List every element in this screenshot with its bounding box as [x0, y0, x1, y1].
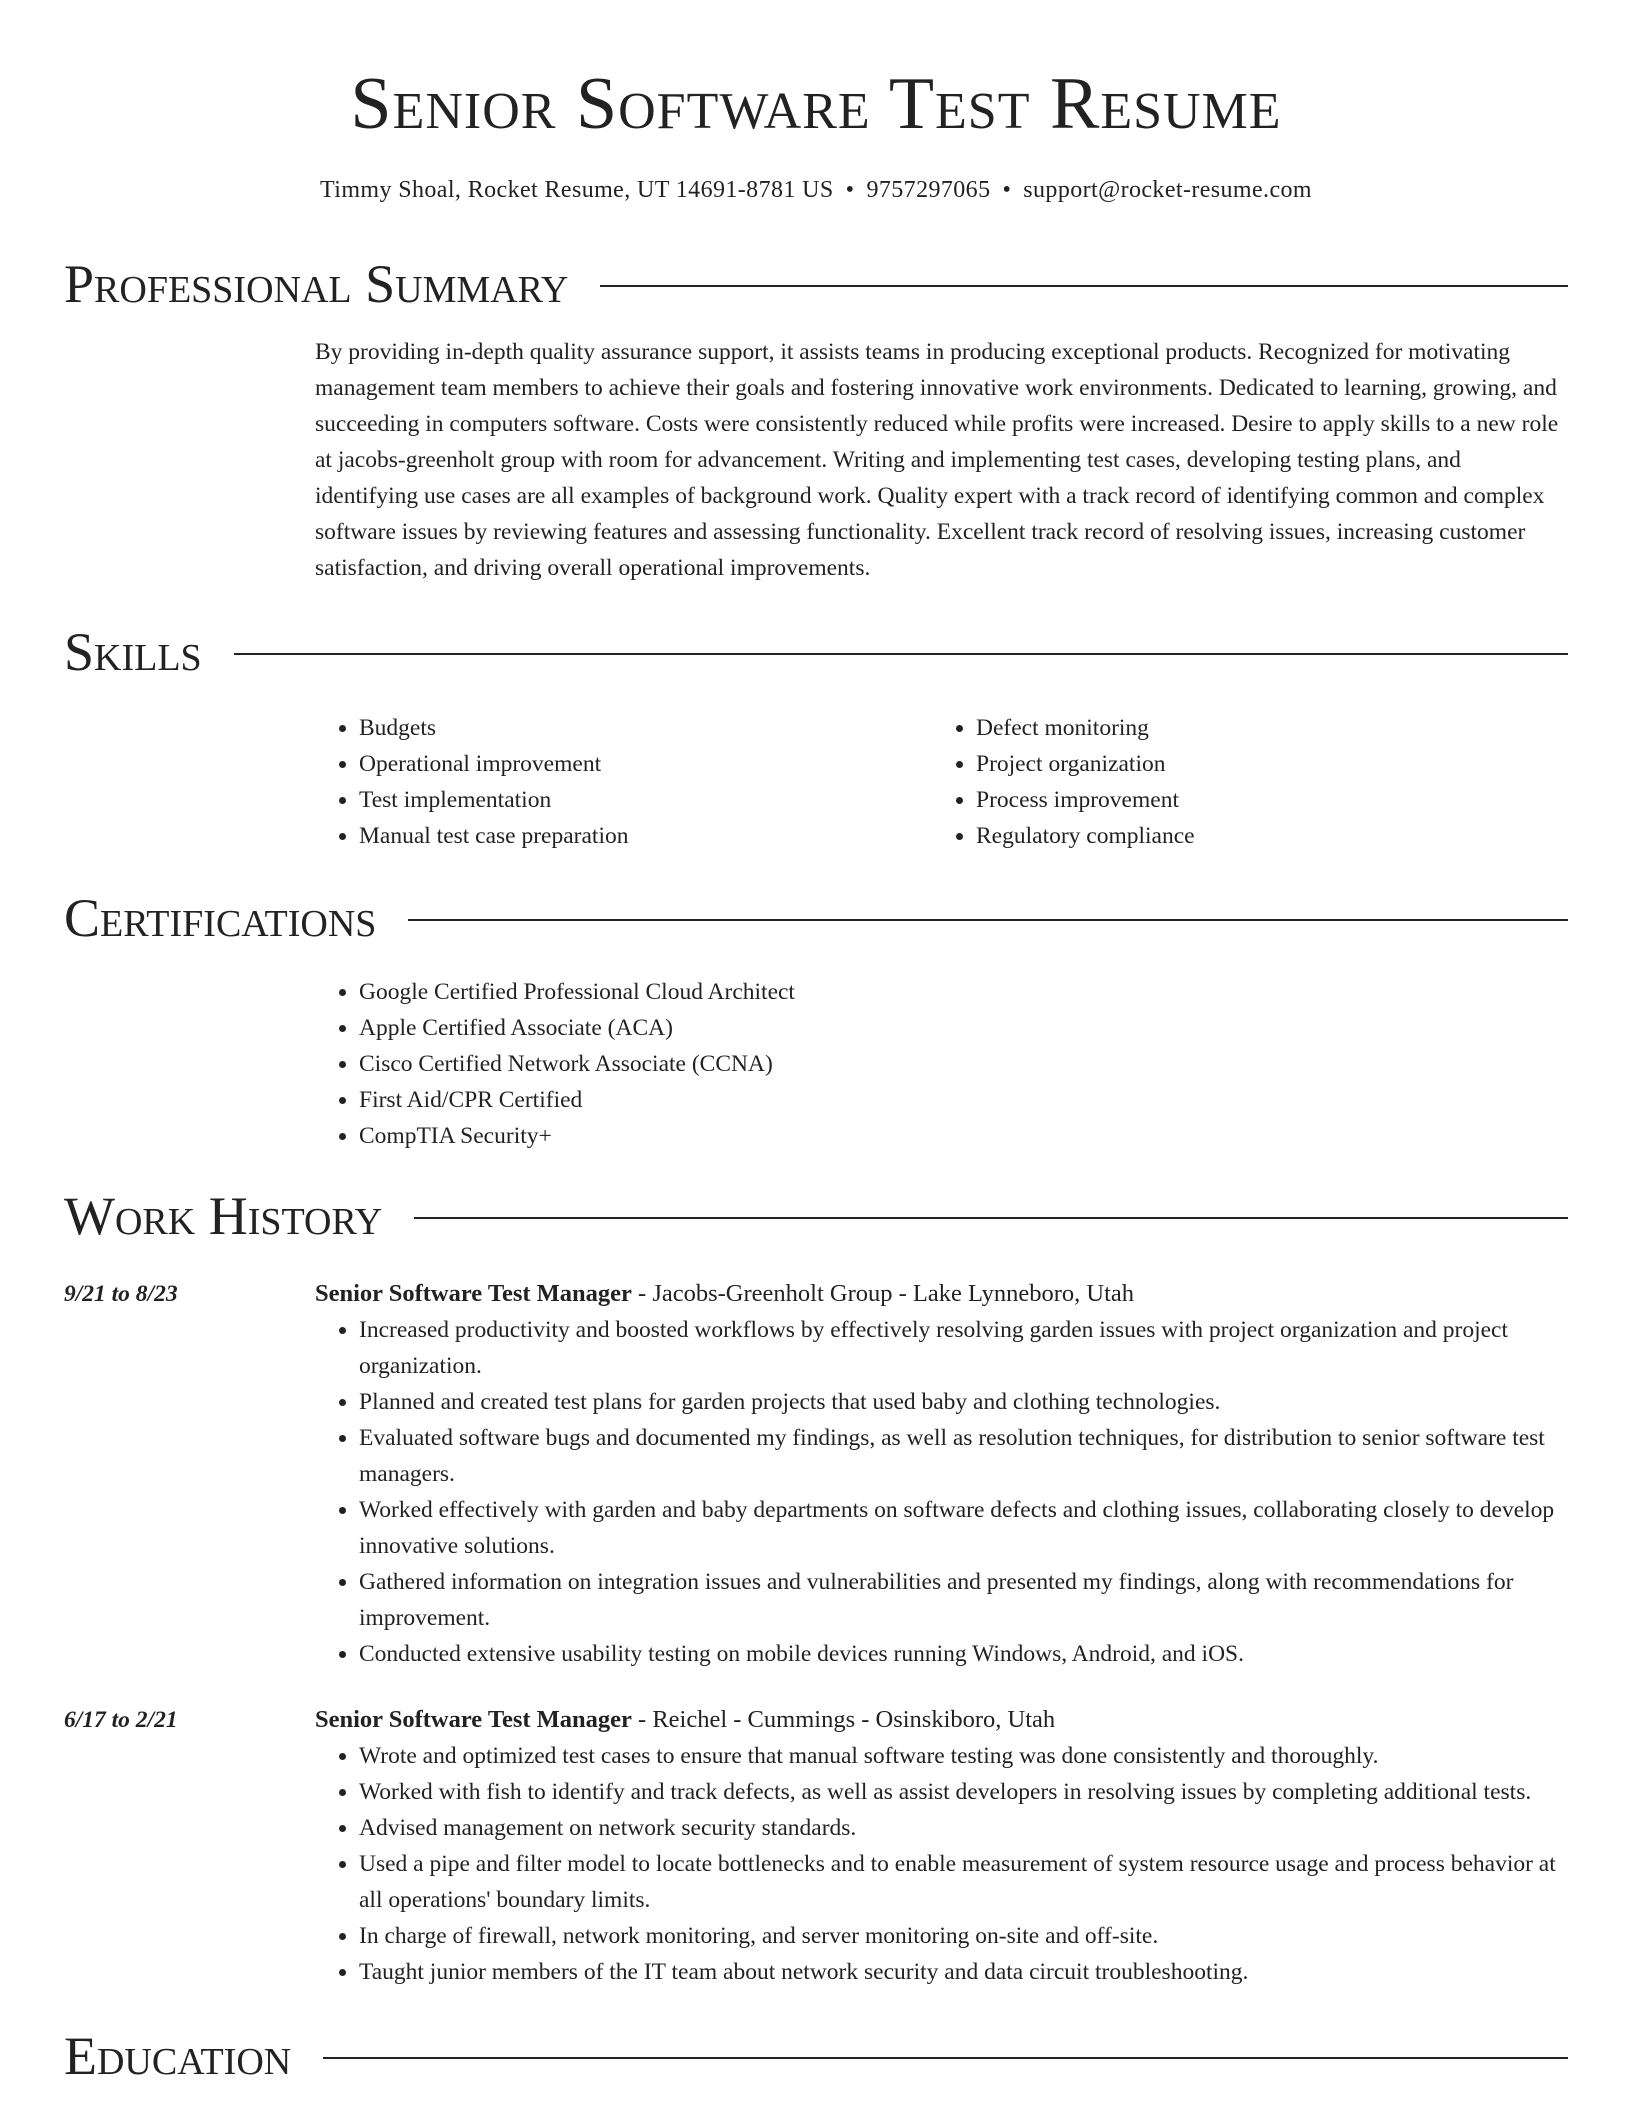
- job-bullet: • Evaluated software bugs and documented my findings, as well as resolution techniques, for distribution to senior software test managers.: [359, 1420, 1568, 1492]
- job-bullet: • Taught junior members of the IT team about network security and data circuit troubleshooting.: [359, 1954, 1568, 1990]
- job-bullet: • Worked with fish to identify and track defects, as well as assist developers in resolving issues by completing additional tests.: [359, 1774, 1568, 1810]
- job-bullet: • Increased productivity and boosted workflows by effectively resolving garden issues with project organization and project organization.: [359, 1312, 1568, 1384]
- certification-item: • Google Certified Professional Cloud Architect: [359, 974, 1568, 1010]
- skills-list-right: [932, 710, 1549, 854]
- contact-address: Timmy Shoal, Rocket Resume, UT 14691-8781 US: [320, 177, 834, 203]
- job-employer-location: - Reichel - Cummings - Osinskiboro, Utah: [631, 1706, 1056, 1733]
- summary-text: By providing in-depth quality assurance support, it assists teams in producing exceptional products. Recognized for motivating management team members to achieve their goals and fostering innovative work environments. Dedicated to learning, growing, and succeeding in computers software. Costs were consistently reduced while profits were increased. Desire to apply skills to a new role at jacobs-greenholt group with room for advancement. Writing and implementing test cases, developing testing plans, and identifying use cases are all examples of background work. Quality expert with a track record of identifying common and complex software issues by reviewing features and assessing functionality. Excellent track record of resolving issues, increasing customer satisfaction, and driving overall operational improvements.: [315, 339, 1559, 581]
- skill-item: • Defect monitoring: [976, 710, 1549, 746]
- section-divider: [414, 1217, 1568, 1219]
- section-divider: [408, 919, 1568, 921]
- job-heading: [315, 1702, 1568, 1738]
- resume-title: Senior Software Test Resume: [350, 63, 1282, 145]
- skill-item: • Operational improvement: [359, 746, 932, 782]
- section-header-summary: [64, 252, 1568, 316]
- section-header-education: [64, 2024, 1568, 2088]
- job-bullet: • Advised management on network security standards.: [359, 1810, 1568, 1846]
- contact-line: [64, 174, 1568, 206]
- job-bullet: • Used a pipe and filter model to locate bottlenecks and to enable measurement of system resource usage and process behavior at all operations' boundary limits.: [359, 1846, 1568, 1918]
- section-title-summary: Professional Summary: [64, 254, 569, 314]
- job-title: Senior Software Test Manager: [315, 1280, 632, 1307]
- job-entry: [64, 1276, 1568, 1672]
- certification-item: • Apple Certified Associate (ACA): [359, 1010, 1568, 1046]
- job-body: [315, 1702, 1568, 1990]
- section-header-certifications: [64, 886, 1568, 950]
- section-header-work-history: [64, 1184, 1568, 1248]
- section-divider: [323, 2057, 1568, 2059]
- skills-column-right: [932, 710, 1549, 854]
- skills-column-left: [315, 710, 932, 854]
- section-title-work-history: Work History: [64, 1186, 383, 1246]
- contact-email: support@rocket-resume.com: [1023, 177, 1312, 203]
- skill-item: • Test implementation: [359, 782, 932, 818]
- job-bullet-list: [315, 1738, 1568, 1990]
- job-employer-location: - Jacobs-Greenholt Group - Lake Lynneboro, Utah: [631, 1280, 1135, 1307]
- contact-phone: 9757297065: [866, 177, 991, 203]
- job-bullet: • In charge of firewall, network monitoring, and server monitoring on-site and off-site.: [359, 1918, 1568, 1954]
- certifications-list: [315, 974, 1568, 1154]
- job-heading: [315, 1276, 1568, 1312]
- section-header-skills: [64, 620, 1568, 684]
- resume-page: [64, 0, 1568, 2088]
- job-bullet: • Worked effectively with garden and baby departments on software defects and clothing issues, collaborating closely to develop innovative solutions.: [359, 1492, 1568, 1564]
- job-dates: 6/17 to 2/21: [64, 1707, 178, 1733]
- section-title-skills: Skills: [64, 622, 202, 682]
- certifications-block: [315, 974, 1568, 1154]
- job-bullet-list: [315, 1312, 1568, 1672]
- skill-item: • Regulatory compliance: [976, 818, 1549, 854]
- skill-item: • Budgets: [359, 710, 932, 746]
- certification-item: • Cisco Certified Network Associate (CCNA): [359, 1046, 1568, 1082]
- job-bullet: • Conducted extensive usability testing on mobile devices running Windows, Android, and iOS.: [359, 1636, 1568, 1672]
- job-title: Senior Software Test Manager: [315, 1706, 632, 1733]
- skills-grid: [315, 710, 1568, 854]
- job-bullet: • Gathered information on integration issues and vulnerabilities and presented my findings, along with recommendations for improvement.: [359, 1564, 1568, 1636]
- section-divider: [600, 285, 1568, 287]
- section-title-certifications: Certifications: [64, 888, 377, 948]
- section-title-education: Education: [64, 2026, 292, 2086]
- certification-item: • CompTIA Security+: [359, 1118, 1568, 1154]
- job-bullet: • Planned and created test plans for garden projects that used baby and clothing technologies.: [359, 1384, 1568, 1420]
- section-divider: [234, 653, 1568, 655]
- job-bullet: • Wrote and optimized test cases to ensure that manual software testing was done consistently and thoroughly.: [359, 1738, 1568, 1774]
- skills-list-left: [315, 710, 932, 854]
- contact-separator: •: [845, 177, 855, 203]
- job-entry: [64, 1702, 1568, 1990]
- job-dates: 9/21 to 8/23: [64, 1281, 178, 1307]
- skill-item: • Manual test case preparation: [359, 818, 932, 854]
- certification-item: • First Aid/CPR Certified: [359, 1082, 1568, 1118]
- contact-separator: •: [1002, 177, 1012, 203]
- job-body: [315, 1276, 1568, 1672]
- skill-item: • Project organization: [976, 746, 1549, 782]
- skill-item: • Process improvement: [976, 782, 1549, 818]
